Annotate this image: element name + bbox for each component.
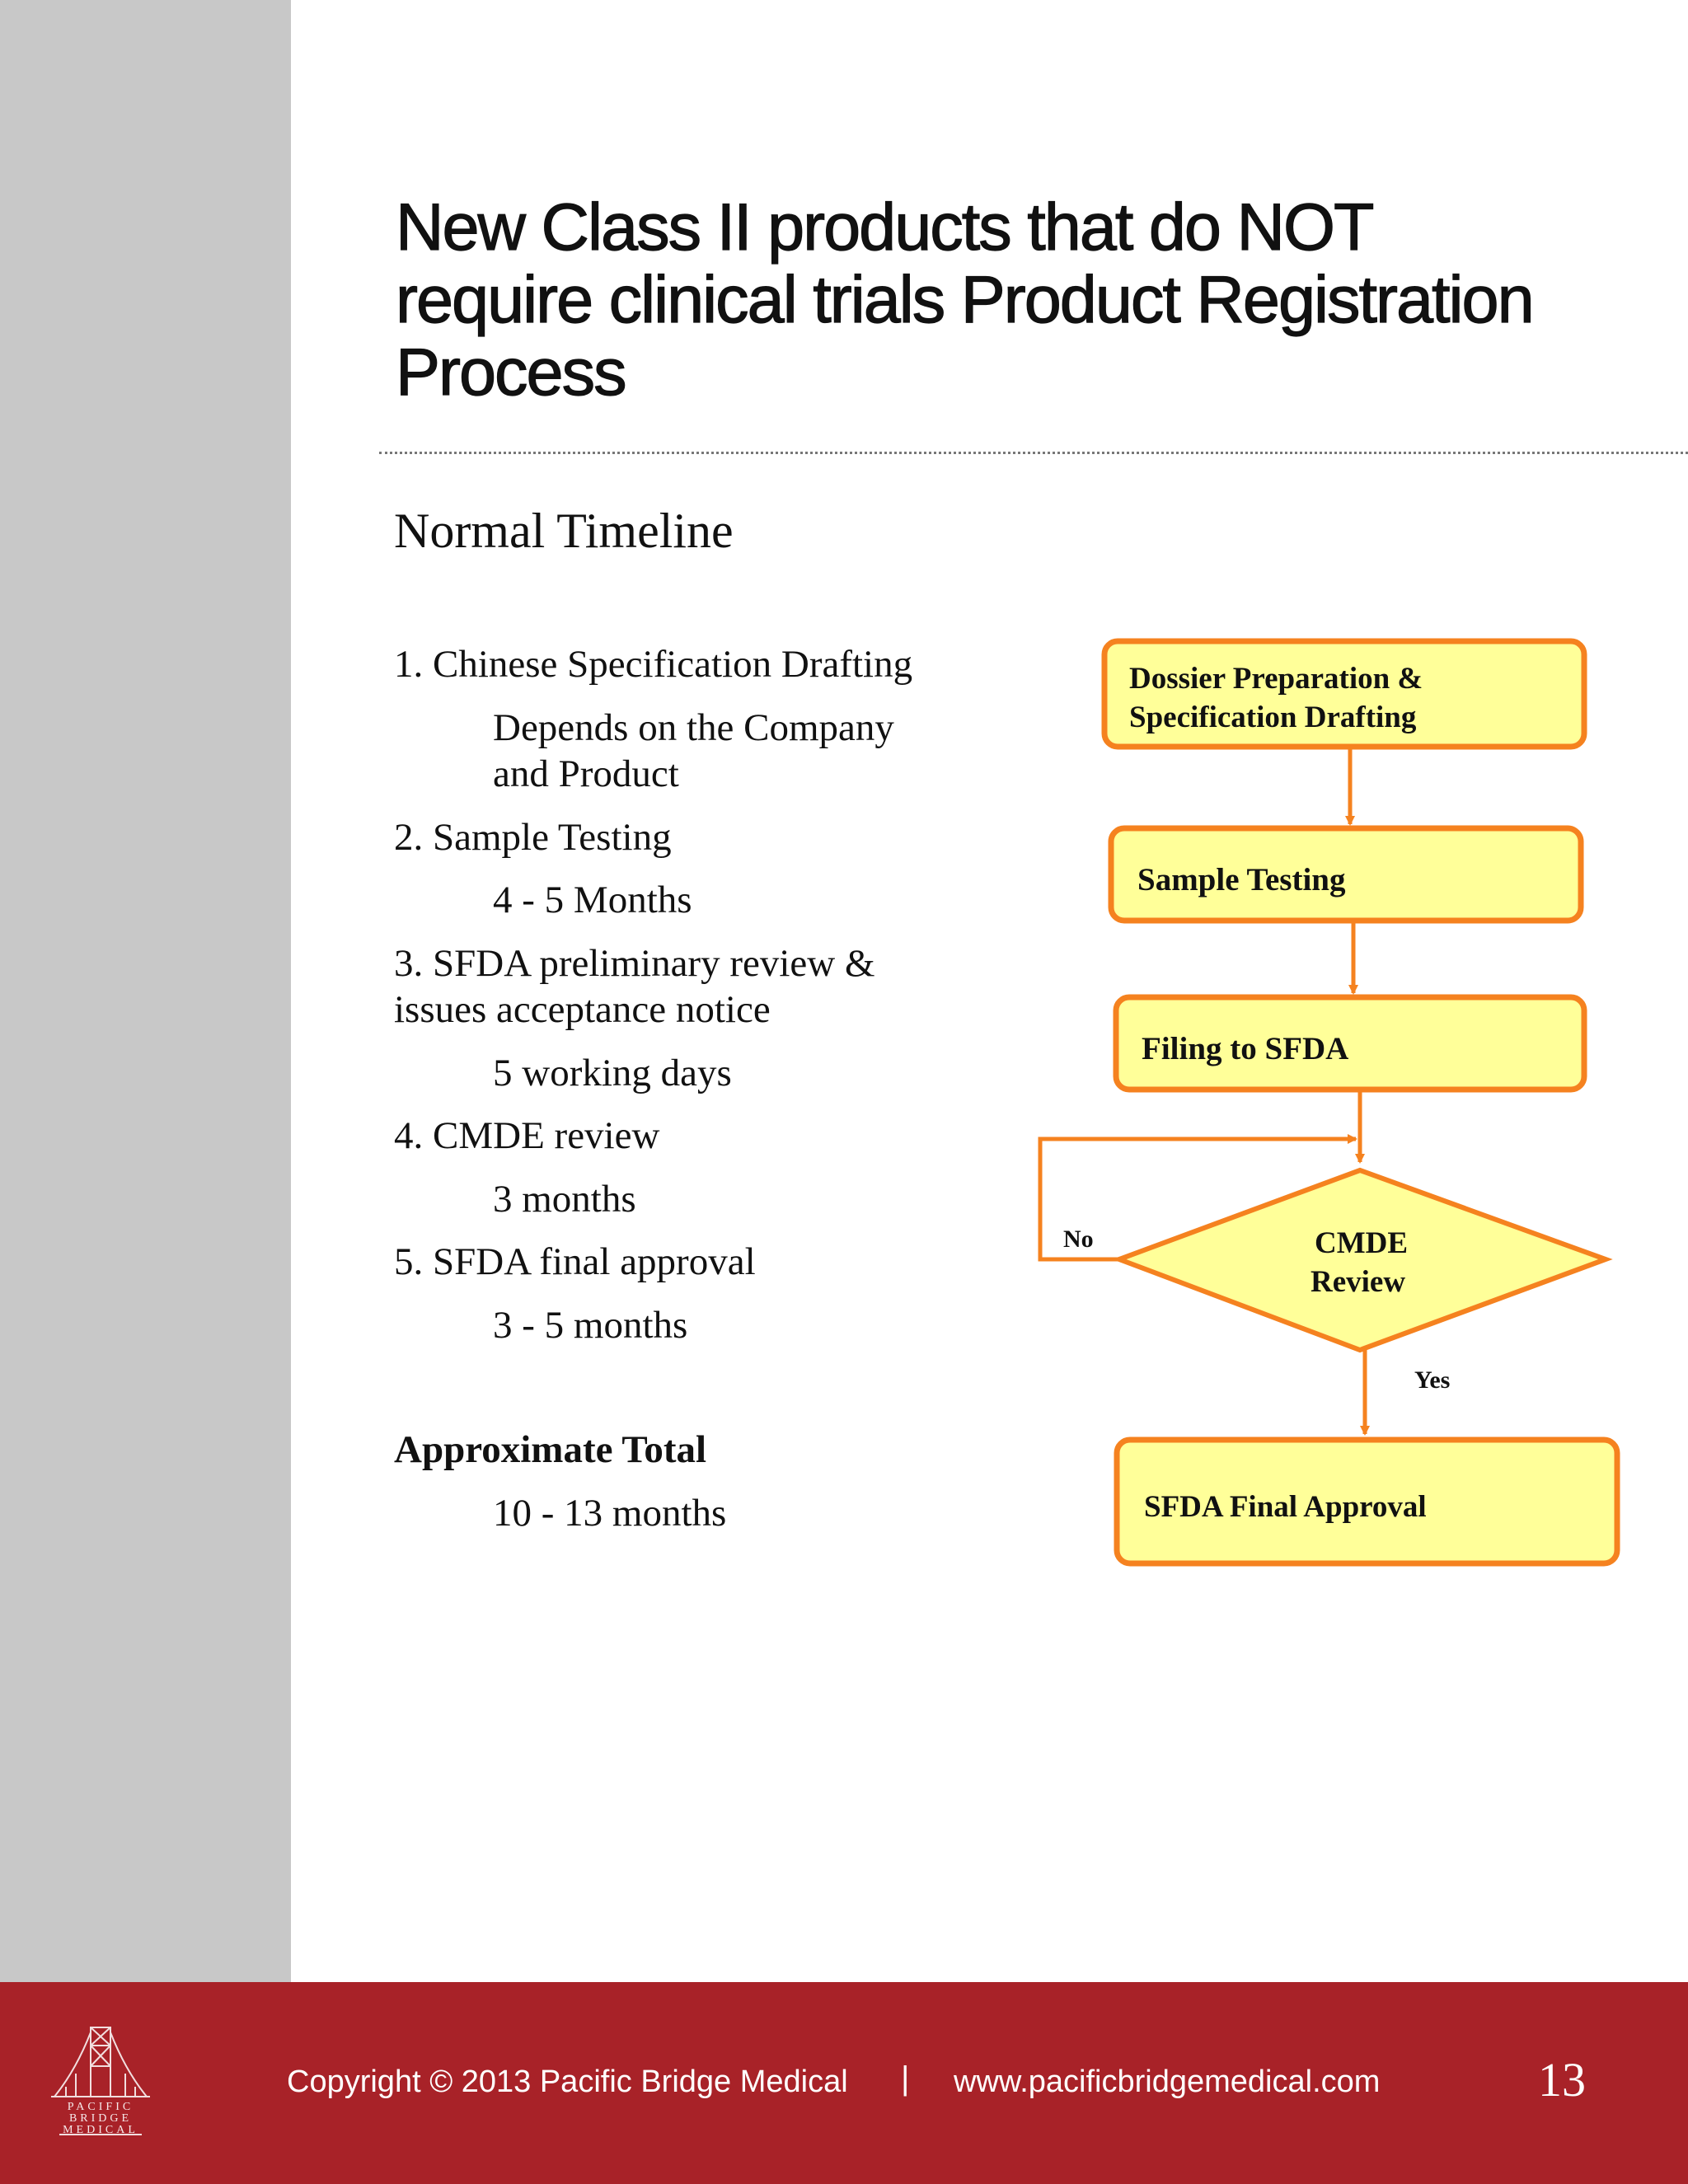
flow-box-filing-label: Filing to SFDA: [1142, 1031, 1349, 1066]
step1-title: 1. Chinese Specification Drafting: [394, 643, 913, 686]
total-value: 10 - 13 months: [493, 1492, 727, 1535]
step1-duration-line2: and Product: [493, 752, 679, 795]
total-label: Approximate Total: [394, 1428, 707, 1471]
step2-duration: 4 - 5 Months: [493, 879, 692, 921]
flow-decision-line2: Review: [1311, 1265, 1406, 1299]
section-subtitle: Normal Timeline: [394, 504, 734, 558]
logo-text-line1: PACIFIC: [67, 2101, 134, 2113]
logo-text-line2: BRIDGE: [68, 2112, 133, 2125]
step4-title: 4. CMDE review: [394, 1114, 660, 1157]
step3-duration: 5 working days: [493, 1052, 732, 1094]
footer-copyright: Copyright © 2013 Pacific Bridge Medical: [287, 2064, 848, 2099]
step4-duration: 3 months: [493, 1178, 636, 1221]
flow-box-dossier-line2: Specification Drafting: [1129, 701, 1417, 734]
flow-decision-cmde: [1119, 1170, 1606, 1350]
logo-text-line3: MEDICAL: [63, 2124, 138, 2136]
step3-title-line2: issues acceptance notice: [394, 988, 771, 1031]
page-title: New Class II products that do NOT require clinical trials Product Registration Process: [396, 190, 1533, 410]
step1-duration-line1: Depends on the Company: [493, 706, 894, 749]
registration-flowchart: [1022, 626, 1632, 1591]
dotted-divider: [379, 452, 1688, 454]
flow-box-sample-testing-label: Sample Testing: [1137, 862, 1346, 898]
footer-separator: |: [901, 2060, 910, 2097]
flow-decision-line1: CMDE: [1315, 1226, 1409, 1260]
step3-title-line1: 3. SFDA preliminary review &: [394, 942, 875, 985]
pacific-bridge-medical-logo: [51, 2021, 150, 2144]
left-sidebar-band: [0, 0, 291, 1982]
flow-box-final-approval-label: SFDA Final Approval: [1144, 1490, 1427, 1524]
step2-title: 2. Sample Testing: [394, 816, 672, 859]
page-number: 13: [1538, 2053, 1586, 2107]
flow-box-dossier-line1: Dossier Preparation &: [1129, 662, 1423, 696]
footer-website-link[interactable]: www.pacificbridgemedical.com: [954, 2064, 1381, 2099]
flow-label-yes: Yes: [1414, 1366, 1451, 1394]
step5-title: 5. SFDA final approval: [394, 1240, 756, 1283]
step5-duration: 3 - 5 months: [493, 1304, 688, 1347]
flow-label-no: No: [1063, 1226, 1094, 1253]
